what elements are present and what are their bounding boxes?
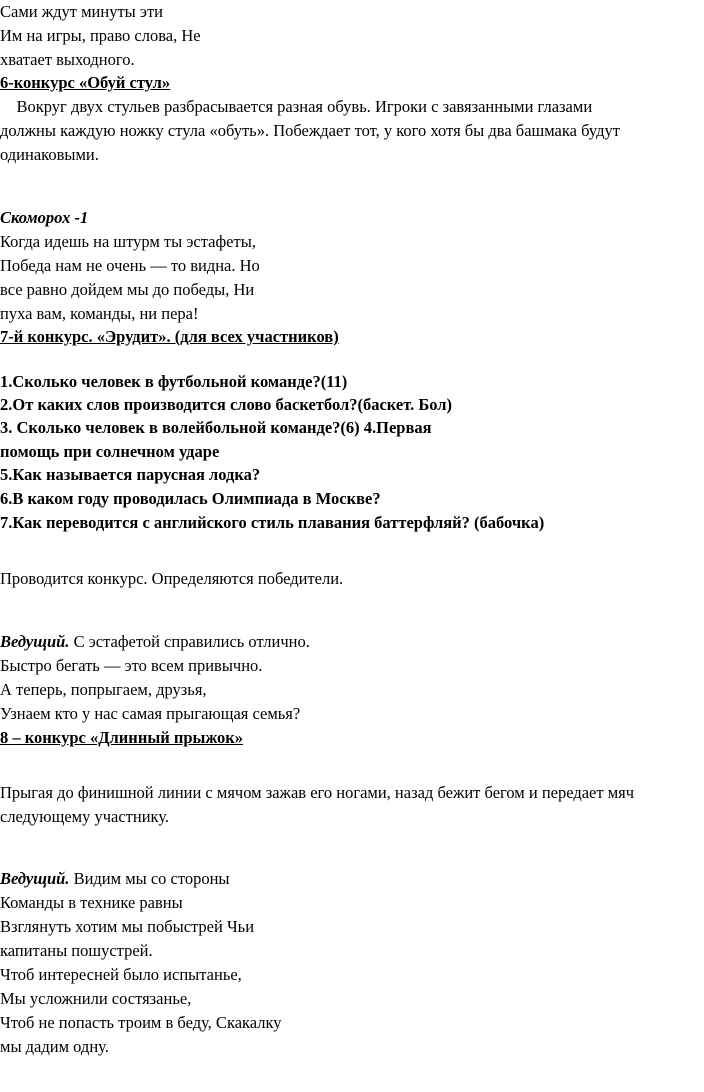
verse-line: Чтоб не попасть троим в беду, Скакалку — [0, 1013, 282, 1032]
quiz-question: 7.Как переводится с английского стиль плавания баттерфляй? (бабочка) — [0, 513, 545, 532]
verse-line: Видим мы со стороны — [69, 869, 230, 888]
verse-line: Взглянуть хотим мы побыстрей Чьи — [0, 917, 255, 936]
verse-line: Победа нам не очень — то видна. Но — [0, 256, 260, 275]
poem-line: хватает выходного. — [0, 50, 135, 69]
poem-line: Им на игры, право слова, Не — [0, 26, 201, 45]
speaker-label: Ведущий. — [0, 869, 70, 888]
verse-line: А теперь, попрыгаем, друзья, — [0, 680, 207, 699]
verse-line: пуха вам, команды, ни пера! — [0, 304, 199, 323]
contest-6-description: Вокруг двух стульев разбрасывается разная обувь. Игроки с завязанными глазами — [0, 97, 593, 116]
contest-8-description: следующему участнику. — [0, 807, 170, 826]
contest-6-description: одинаковыми. — [0, 145, 99, 164]
verse-line: капитаны пошустрей. — [0, 941, 153, 960]
quiz-question: 3. Сколько человек в волейбольной команде?(6) 4.Первая — [0, 418, 432, 437]
contest-7-title: 7-й конкурс. «Эрудит». (для всех участников) — [0, 327, 339, 346]
host-line — [0, 630, 310, 655]
verse-line: Чтоб интересней было испытанье, — [0, 965, 242, 984]
verse-line: мы дадим одну. — [0, 1037, 109, 1056]
contest-6-title: 6-конкурс «Обуй стул» — [0, 73, 171, 92]
contest-8-description: Прыгая до финишной линии с мячом зажав его ногами, назад бежит бегом и передает мяч — [0, 783, 635, 802]
quiz-question: 6.В каком году проводилась Олимпиада в Москве? — [0, 489, 381, 508]
verse-line: С эстафетой справились отлично. — [69, 632, 310, 651]
host-line — [0, 867, 230, 892]
verse-line: Когда идешь на штурм ты эстафеты, — [0, 232, 256, 251]
poem-line: Сами ждут минуты эти — [0, 2, 164, 21]
verse-line: Узнаем кто у нас самая прыгающая семья? — [0, 704, 301, 723]
quiz-question: 2.От каких слов производится слово баскетбол?(баскет. Бол) — [0, 395, 453, 414]
verse-line: Команды в технике равны — [0, 893, 183, 912]
verse-line: все равно дойдем мы до победы, Ни — [0, 280, 255, 299]
contest-6-description: должны каждую ножку стула «обуть». Побеждает тот, у кого хотя бы два башмака будут — [0, 121, 620, 140]
contest-8-title: 8 – конкурс «Длинный прыжок» — [0, 728, 243, 747]
verse-line: Быстро бегать — это всем привычно. — [0, 656, 263, 675]
quiz-question: 1.Сколько человек в футбольной команде?(11) — [0, 372, 348, 391]
quiz-question: 5.Как называется парусная лодка? — [0, 465, 261, 484]
speaker-label: Скоморох -1 — [0, 208, 89, 227]
verse-line: Мы усложнили состязанье, — [0, 989, 192, 1008]
contest-7-note: Проводится конкурс. Определяются победители. — [0, 569, 344, 588]
speaker-label: Ведущий. — [0, 632, 70, 651]
quiz-question: помощь при солнечном ударе — [0, 442, 220, 461]
